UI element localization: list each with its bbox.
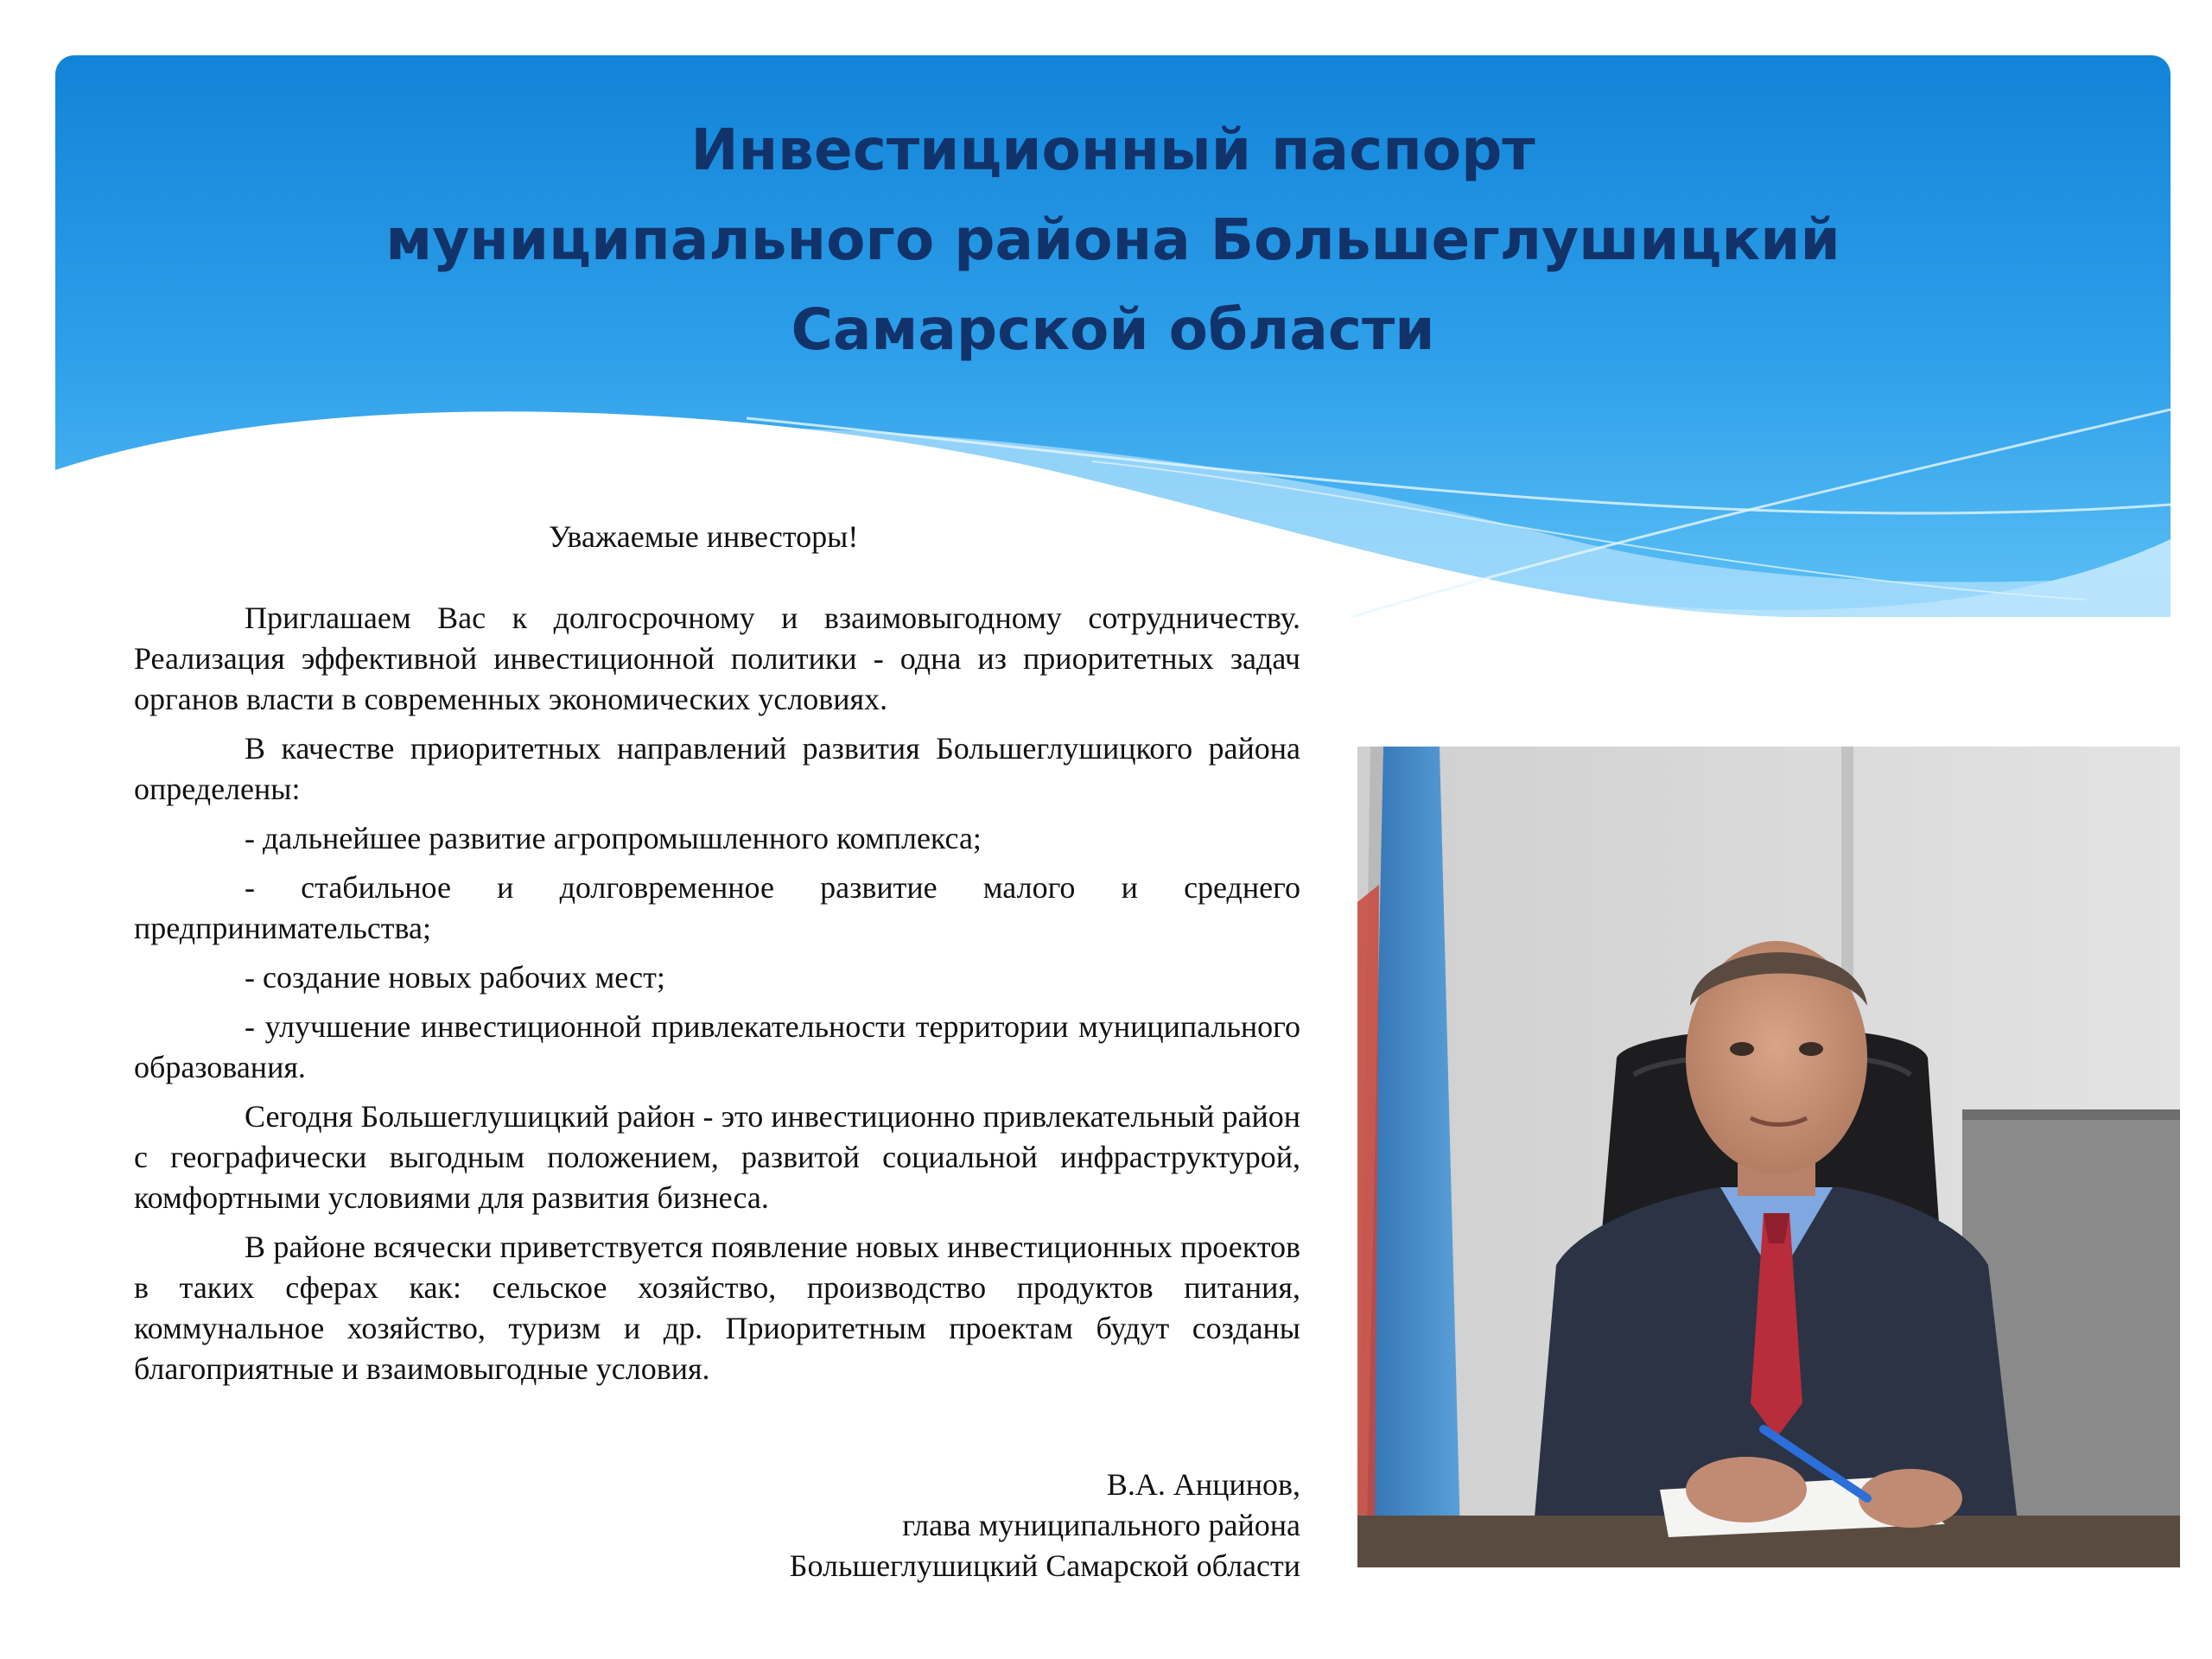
signatory-position: Большеглушицкий Самарской области (789, 1548, 1300, 1583)
title-line: муниципального района Большеглушицкий (385, 207, 1840, 273)
signatory-position: глава муниципального района (902, 1508, 1300, 1542)
paragraph: Приглашаем Вас к долгосрочному и взаимовыгодному сотрудничеству. Реализация эффективной инвестиционной политики - одна из приоритетных задач органов власти в современных экономических условиях. (134, 601, 1300, 716)
paragraph: Сегодня Большеглушицкий район - это инвестиционно привлекательный район с географически выгодным положением, развитой социальной инфраструктурой, комфортными условиями для развития бизнеса. (134, 1099, 1300, 1215)
page-title (55, 105, 2171, 375)
portrait-icon (1357, 747, 2180, 1567)
priority-item: - создание новых рабочих мест; (245, 960, 665, 995)
paragraph: В районе всячески приветствуется появление новых инвестиционных проектов в таких сферах как: сельское хозяйство, производство продуктов питания, коммунальное хозяйство, туризм и др. Приоритетным проектам будут созданы благоприятные и взаимовыгодные условия. (134, 1230, 1300, 1386)
signatory-name: В.А. Анцинов, (1106, 1467, 1300, 1502)
paragraph: В качестве приоритетных направлений развития Большеглушицкого района определены: (134, 731, 1300, 806)
title-line: Инвестиционный паспорт (690, 117, 1535, 183)
official-portrait-photo (1357, 747, 2180, 1567)
priority-item: - стабильное и долговременное развитие малого и среднего предпринимательства; (134, 870, 1300, 945)
address-letter (134, 517, 1300, 1398)
priority-item: - улучшение инвестиционной привлекательности территории муниципального образования. (134, 1009, 1300, 1084)
title-line: Самарской области (791, 296, 1435, 363)
greeting: Уважаемые инвесторы! (549, 519, 859, 554)
signature-block (605, 1465, 1300, 1586)
priority-item: - дальнейшее развитие агропромышленного комплекса; (245, 821, 982, 855)
